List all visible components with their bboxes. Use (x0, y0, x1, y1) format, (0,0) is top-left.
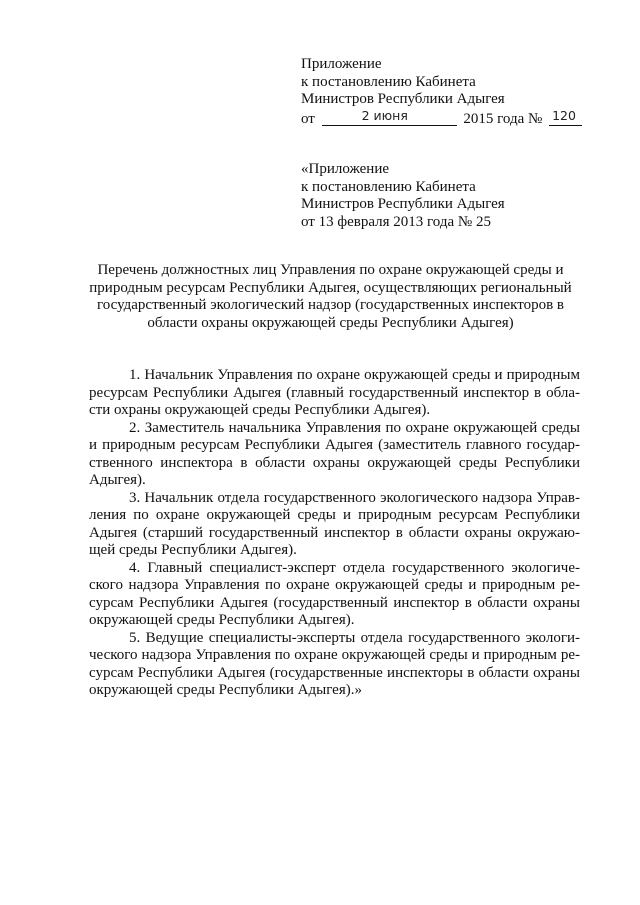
item-line: окружающей среды Республики Адыгея). (89, 612, 355, 628)
sub-header-line: «Приложение (301, 161, 390, 177)
item-line: 4. Главный специалист-эксперт отдела государственного экологиче- (129, 559, 580, 576)
title-line: Перечень должностных лиц Управления по охране окружающей среды и (97, 262, 564, 278)
item-line: 5. Ведущие специалисты-эксперты отдела государственного экологи- (129, 629, 580, 646)
item-line: Адыгея (старший государственный инспектор в области охраны окружаю- (89, 524, 580, 541)
handwritten-number: 120 (552, 107, 576, 123)
title-line: природным ресурсам Республики Адыгея, осуществляющих региональный (89, 279, 572, 296)
item-line: Адыгея). (89, 472, 146, 488)
item-line: сурсам Республики Адыгея (государственный инспектор в области охраны (89, 594, 580, 611)
handwritten-date: 2 июня (361, 107, 408, 123)
item-line: щей среды Республики Адыгея). (89, 542, 297, 558)
date-fill-field (322, 109, 457, 126)
item-line: окружающей среды Республики Адыгея).» (89, 682, 362, 698)
header-line: к постановлению Кабинета (301, 73, 476, 90)
document-title (88, 262, 573, 332)
item-line: ления по охране окружающей среды и природным ресурсам Республики (89, 507, 580, 523)
item-line: ресурсам Республики Адыгея (главный государственный инспектор в обла- (89, 384, 580, 401)
title-line: области охраны окружающей среды Республики Адыгея) (147, 314, 514, 331)
item-line: 2. Заместитель начальника Управления по охране окружающей среды (129, 419, 580, 436)
list-item (89, 490, 580, 560)
item-line: сурсам Республики Адыгея (государственные инспекторы в области охраны (89, 664, 580, 681)
sub-header-line: к постановлению Кабинета (301, 178, 476, 195)
item-line: ческого надзора Управления по охране окружающей среды и природным ре- (89, 647, 580, 663)
item-line: сти охраны окружающей среды Республики Адыгея). (89, 402, 431, 418)
item-line: 3. Начальник отдела государственного экологического надзора Управ- (129, 489, 580, 506)
date-prefix: от (301, 110, 315, 127)
officials-list (89, 367, 580, 700)
header-line: Министров Республики Адыгея (301, 91, 505, 107)
list-item (89, 560, 580, 630)
item-line: ского надзора Управления по охране окружающей среды и природным ре- (89, 577, 580, 593)
original-appendix-reference (301, 161, 601, 231)
item-line: ственного инспектора в области охраны окружающей среды Республики (89, 454, 580, 471)
title-line: государственный экологический надзор (государственных инспекторов в (96, 297, 565, 313)
sub-header-line: Министров Республики Адыгея (301, 196, 505, 212)
resolution-date-line (301, 109, 601, 129)
list-item (89, 630, 580, 700)
item-line: и природным ресурсам Республики Адыгея (заместитель главного государ- (89, 437, 580, 453)
list-item (89, 367, 580, 420)
sub-header-line: от 13 февраля 2013 года № 25 (301, 213, 491, 230)
number-fill-field (549, 109, 582, 126)
year-text: 2015 года № (463, 110, 543, 127)
item-line: 1. Начальник Управления по охране окружающей среды и природным (129, 367, 580, 383)
list-item (89, 420, 580, 490)
appendix-header (301, 56, 601, 128)
header-line: Приложение (301, 56, 382, 72)
